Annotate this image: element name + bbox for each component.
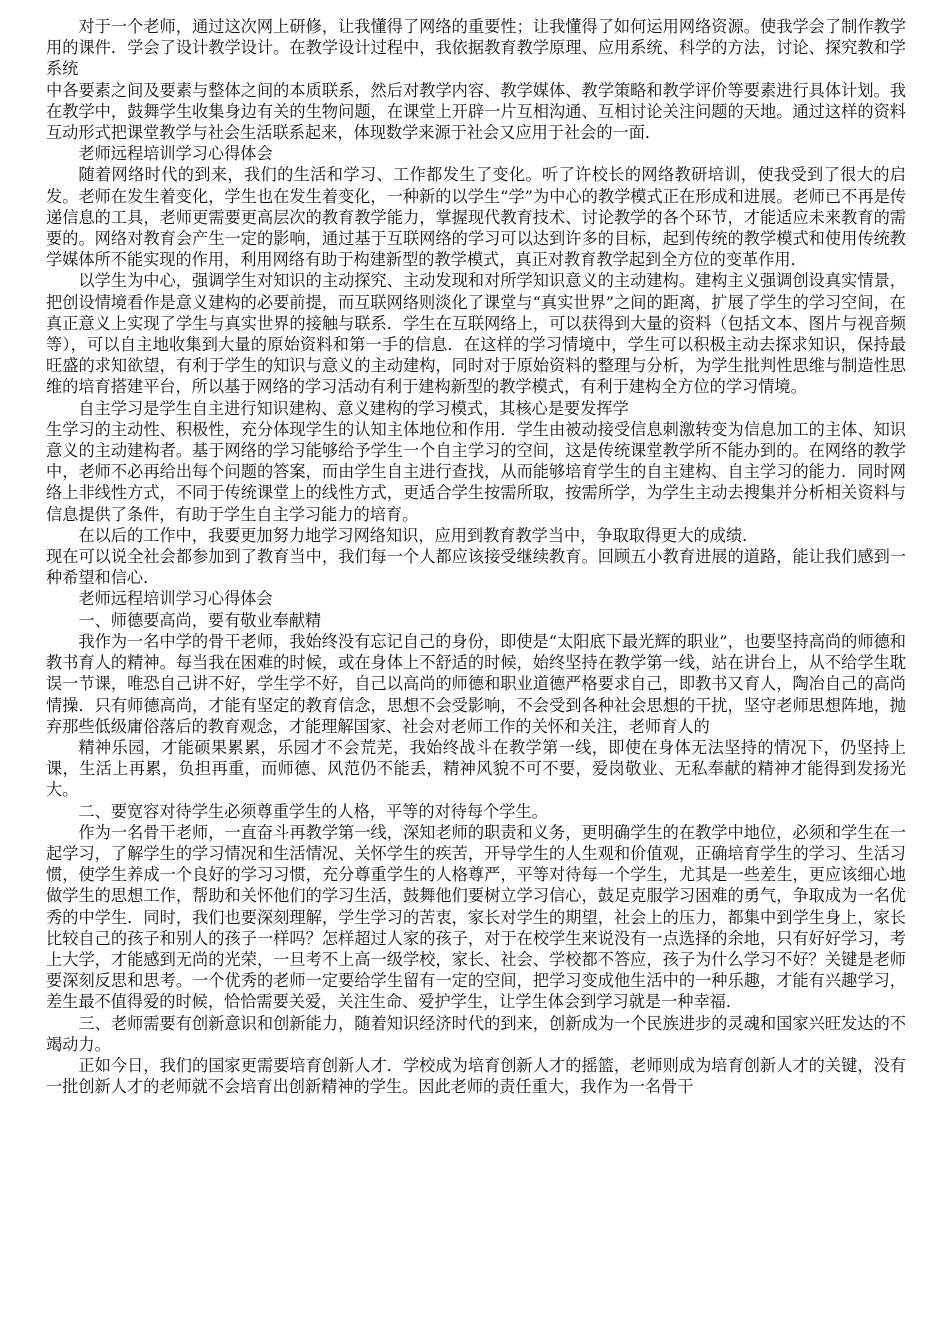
paragraph-online-study: 对于一个老师，通过这次网上研修，让我懂得了网络的重要性；让我懂得了如何运用网络资源。使我学会了制作教学用的课件．学会了设计教学设计。在教学设计过程中，我依据教育教学原理、应用系统、科学的方法，讨论、探究教和学系统 [46,17,906,79]
paragraph-innovative-talent: 正如今日，我们的国家更需要培育创新人才．学校成为培育创新人才的摇篮，老师则成为培育创新人才的关键，没有一批创新人才的老师就不会培育出创新精神的学生。因此老师的责任重大，我作为一名骨干 [46,1055,906,1097]
subheading-ethics: 一、师德要高尚，要有敬业奉献精 [78,610,322,630]
paragraph-backbone-teacher: 我作为一名中学的骨干老师，我始终没有忘记自己的身份，即使是“太阳底下最光辉的职业”，也要坚持高尚的师德和教书育人的精神。每当我在困难的时候，或在身体上不舒适的时候，始终坚持在教学第一线，站在讲台上，从不给学生耽误一节课，唯恐自己讲不好，学生学不好，自己以高尚的师德和职业道德严格要求自己，即教书又育人，陶冶自己的高尚情操．只有师德高尚，才能有坚定的教育信念，思想不会受影响，不会受到各种社会思想的干扰，坚守老师思想阵地，抛弃那些低级庸俗落后的教育观念，才能理解国家、社会对老师工作的关怀和关注，老师育人的 [46,631,906,736]
paragraph-network-era: 随着网络时代的到来，我们的生活和学习、工作都发生了变化。听了许校长的网络教研培训，使我受到了很大的启发。老师在发生着变化，学生也在发生着变化，一种新的以学生“学”为中心的教学模式正在形成和进展。老师已不再是传递信息的工具，老师更需要更高层次的教育教学能力，掌握现代教育技术、讨论教学的各个环节，才能适应未来教育的需要的。网络对教育会产生一定的影响，通过基于互联网络的学习可以达到许多的目标，起到传统的教学模式和使用传统教学媒体所不能实现的作用，利用网络有助于构建新型的教学模式，真正对教育教学起到全方位的变革作用． [46,165,906,270]
subheading-respect-students: 二、要宽容对待学生必须尊重学生的人格，平等的对待每个学生。 [78,801,548,821]
section-title-2: 老师远程培训学习心得体会 [78,589,273,609]
paragraph-future-work: 在以后的工作中，我要更加努力地学习网络知识，应用到教育教学当中，争取取得更大的成绩． [78,525,759,545]
paragraph-student-centered: 以学生为中心，强调学生对知识的主动探究、主动发现和对所学知识意义的主动建构。建构主义强调创设真实情景，把创设情境看作是意义建构的必要前提，而互联网络则淡化了课堂与“真实世界”之间的距离，扩展了学生的学习空间，在真正意义上实现了学生与真实世界的接触与联系．学生在互联网络上，可以获得到大量的资料（包括文本、图片与视音频等），可以自主地收集到大量的原始资料和第一手的信息．在这样的学习情境中，学生可以积极主动去探求知识，保持最旺盛的求知欲望，有利于学生的知识与意义的主动建构，同时对于原始资料的整理与分析，为学生批判性思维与制造性思维的培育搭建平台，所以基于网络的学习活动有利于建构新型的教学模式，有利于建构全方位的学习情境。 [46,271,906,397]
section-title-1: 老师远程培训学习心得体会 [78,144,273,164]
paragraph-teaching-design: 中各要素之间及要素与整体之间的本质联系，然后对教学内容、教学媒体、教学策略和教学评价等要素进行具体计划。我在教学中，鼓舞学生收集身边有关的生物问题，在课堂上开辟一片互相沟通、互相讨论关注问题的天地。通过这样的资料互动形式把课堂教学与社会生活联系起来，体现数学来源于社会又应用于社会的一面． [46,80,906,143]
paragraph-autonomous-learning: 自主学习是学生自主进行知识建构、意义建构的学习模式，其核心是要发挥学 [78,398,629,418]
paragraph-learning-initiative: 生学习的主动性、积极性，充分体现学生的认知主体地位和作用．学生由被动接受信息刺激转变为信息加工的主体、知识意义的主动建构者。基于网络的学习能够给予学生一个自主学习的空间，这是传统课堂教学所不能办到的。在网络的教学中，老师不必再给出每个问题的答案，而由学生自主进行查找，从而能够培育学生的自主建构、自主学习的能力．同时网络上非线性方式，不同于传统课堂上的线性方式，更适合学生按需所取，按需所学，为学生主动去搜集并分析相关资料与信息提供了条件，有助于学生自主学习能力的培育。 [46,419,906,524]
paragraph-teacher-duty: 作为一名骨干老师，一直奋斗再教学第一线，深知老师的职责和义务，更明确学生的在教学中地位，必须和学生在一起学习，了解学生的学习情况和生活情况、关怀学生的疾苦，开导学生的人生观和价值观，正确培育学生的学习、生活习惯，使学生养成一个良好的学习习惯，充分尊重学生的人格尊严，平等对待每一个学生，尤其是一些差生，更应该细心地做学生的思想工作，帮助和关怀他们的学习生活，鼓舞他们要树立学习信心，鼓足克服学习困难的勇气，争取成为一名优秀的中学生．同时，我们也要深刻理解，学生学习的苦衷，家长对学生的期望，社会上的压力，都集中到学生身上，家长比较自己的孩子和别人的孩子一样吗？怎样超过人家的孩子，对于在校学生来说没有一点选择的余地，只有好好学习，考上大学，才能感到无尚的光荣，一旦考不上高一级学校，家长、社会、学校都不答应，孩子为什么学习不好？关键是老师要深刻反思和思考。一个优秀的老师一定要给学生留有一定的空间，把学习变成他生活中的一种乐趣，才能有兴趣学习，差生最不值得爱的时候，恰恰需要关爱，关注生命、爱护学生，让学生体会到学习就是一种幸福． [46,822,906,1012]
paragraph-spiritual-garden: 精神乐园，才能硕果累累，乐园才不会荒芜，我始终战斗在教学第一线，即使在身体无法坚持的情况下，仍坚持上课，生活上再累，负担再重，而师德、风范仍不能丢，精神风貌不可不要，爱岗敬业、无私奉献的精神才能得到发扬光大。 [46,737,906,800]
paragraph-continuing-education: 现在可以说全社会都参加到了教育当中，我们每一个人都应该接受继续教育。回顾五小教育进展的道路，能让我们感到一种希望和信心． [46,547,906,588]
paragraph-innovation: 三、老师需要有创新意识和创新能力，随着知识经济时代的到来，创新成为一个民族进步的灵魂和国家兴旺发达的不竭动力。 [46,1013,906,1054]
